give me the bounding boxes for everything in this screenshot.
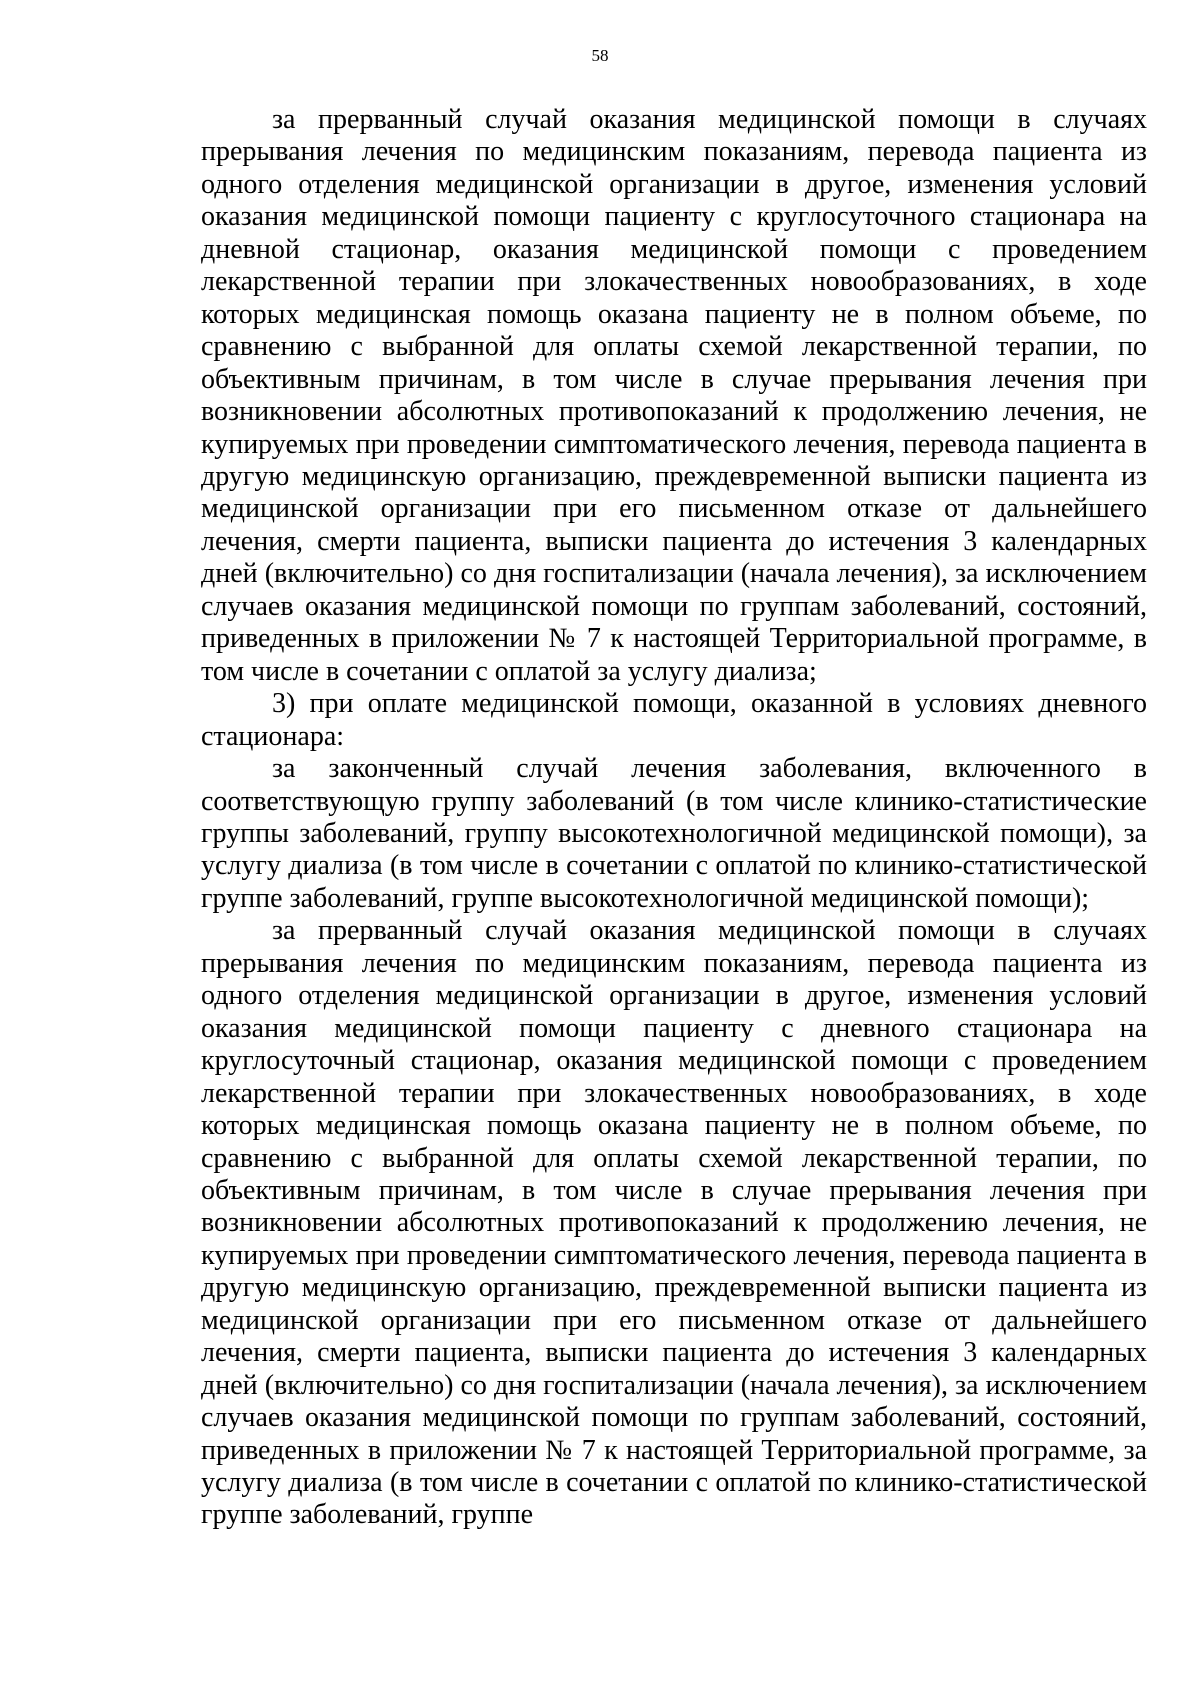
paragraph-completed-case-day-hospital: за законченный случай лечения заболевания, включенного в соответствующую группу заболеваний (в том числе клинико-статистические группы заболеваний, группу высокотехнологичной медицинской помощи), за услугу диализа (в том числе в сочетании с оплатой по клинико-статистической группе заболеваний, группе высокотехнологичной медицинской помощи); (201, 753, 1147, 914)
paragraph-interrupted-case-day-hospital: за прерванный случай оказания медицинской помощи в случаях прерывания лечения по медицинским показаниям, перевода пациента из одного отделения медицинской организации в другое, изменения условий оказания медицинской помощи пациенту с дневного стационара на круглосуточный стационар, оказания медицинской помощи с проведением лекарственной терапии при злокачественных новообразованиях, в ходе которых медицинская помощь оказана пациенту не в полном объеме, по сравнению с выбранной для оплаты схемой лекарственной терапии, по объективным причинам, в том числе в случае прерывания лечения при возникновении абсолютных противопоказаний к продолжению лечения, не купируемых при проведении симптоматического лечения, перевода пациента в другую медицинскую организацию, преждевременной выписки пациента из медицинской организации при его письменном отказе от дальнейшего лечения, смерти пациента, выписки пациента до истечения 3 календарных дней (включительно) со дня госпитализации (начала лечения), за исключением случаев оказания медицинской помощи по группам заболеваний, состояний, приведенных в приложении № 7 к настоящей Территориальной программе, за услугу диализа (в том числе в сочетании с оплатой по клинико-статистической группе заболеваний, группе (201, 915, 1147, 1531)
page-number: 58 (591, 46, 609, 65)
paragraph-day-hospital-item-3: 3) при оплате медицинской помощи, оказанной в условиях дневного стационара: (201, 688, 1147, 752)
paragraph-interrupted-case-hospital: за прерванный случай оказания медицинской помощи в случаях прерывания лечения по медицинским показаниям, перевода пациента из одного отделения медицинской организации в другое, изменения условий оказания медицинской помощи пациенту с круглосуточного стационара на дневной стационар, оказания медицинской помощи с проведением лекарственной терапии при злокачественных новообразованиях, в ходе которых медицинская помощь оказана пациенту не в полном объеме, по сравнению с выбранной для оплаты схемой лекарственной терапии, по объективным причинам, в том числе в случае прерывания лечения при возникновении абсолютных противопоказаний к продолжению лечения, не купируемых при проведении симптоматического лечения, перевода пациента в другую медицинскую организацию, преждевременной выписки пациента из медицинской организации при его письменном отказе от дальнейшего лечения, смерти пациента, выписки пациента до истечения 3 календарных дней (включительно) со дня госпитализации (начала лечения), за исключением случаев оказания медицинской помощи по группам заболеваний, состояний, приведенных в приложении № 7 к настоящей Территориальной программе, в том числе в сочетании с оплатой за услугу диализа; (201, 104, 1147, 687)
document-body (201, 104, 1147, 1532)
